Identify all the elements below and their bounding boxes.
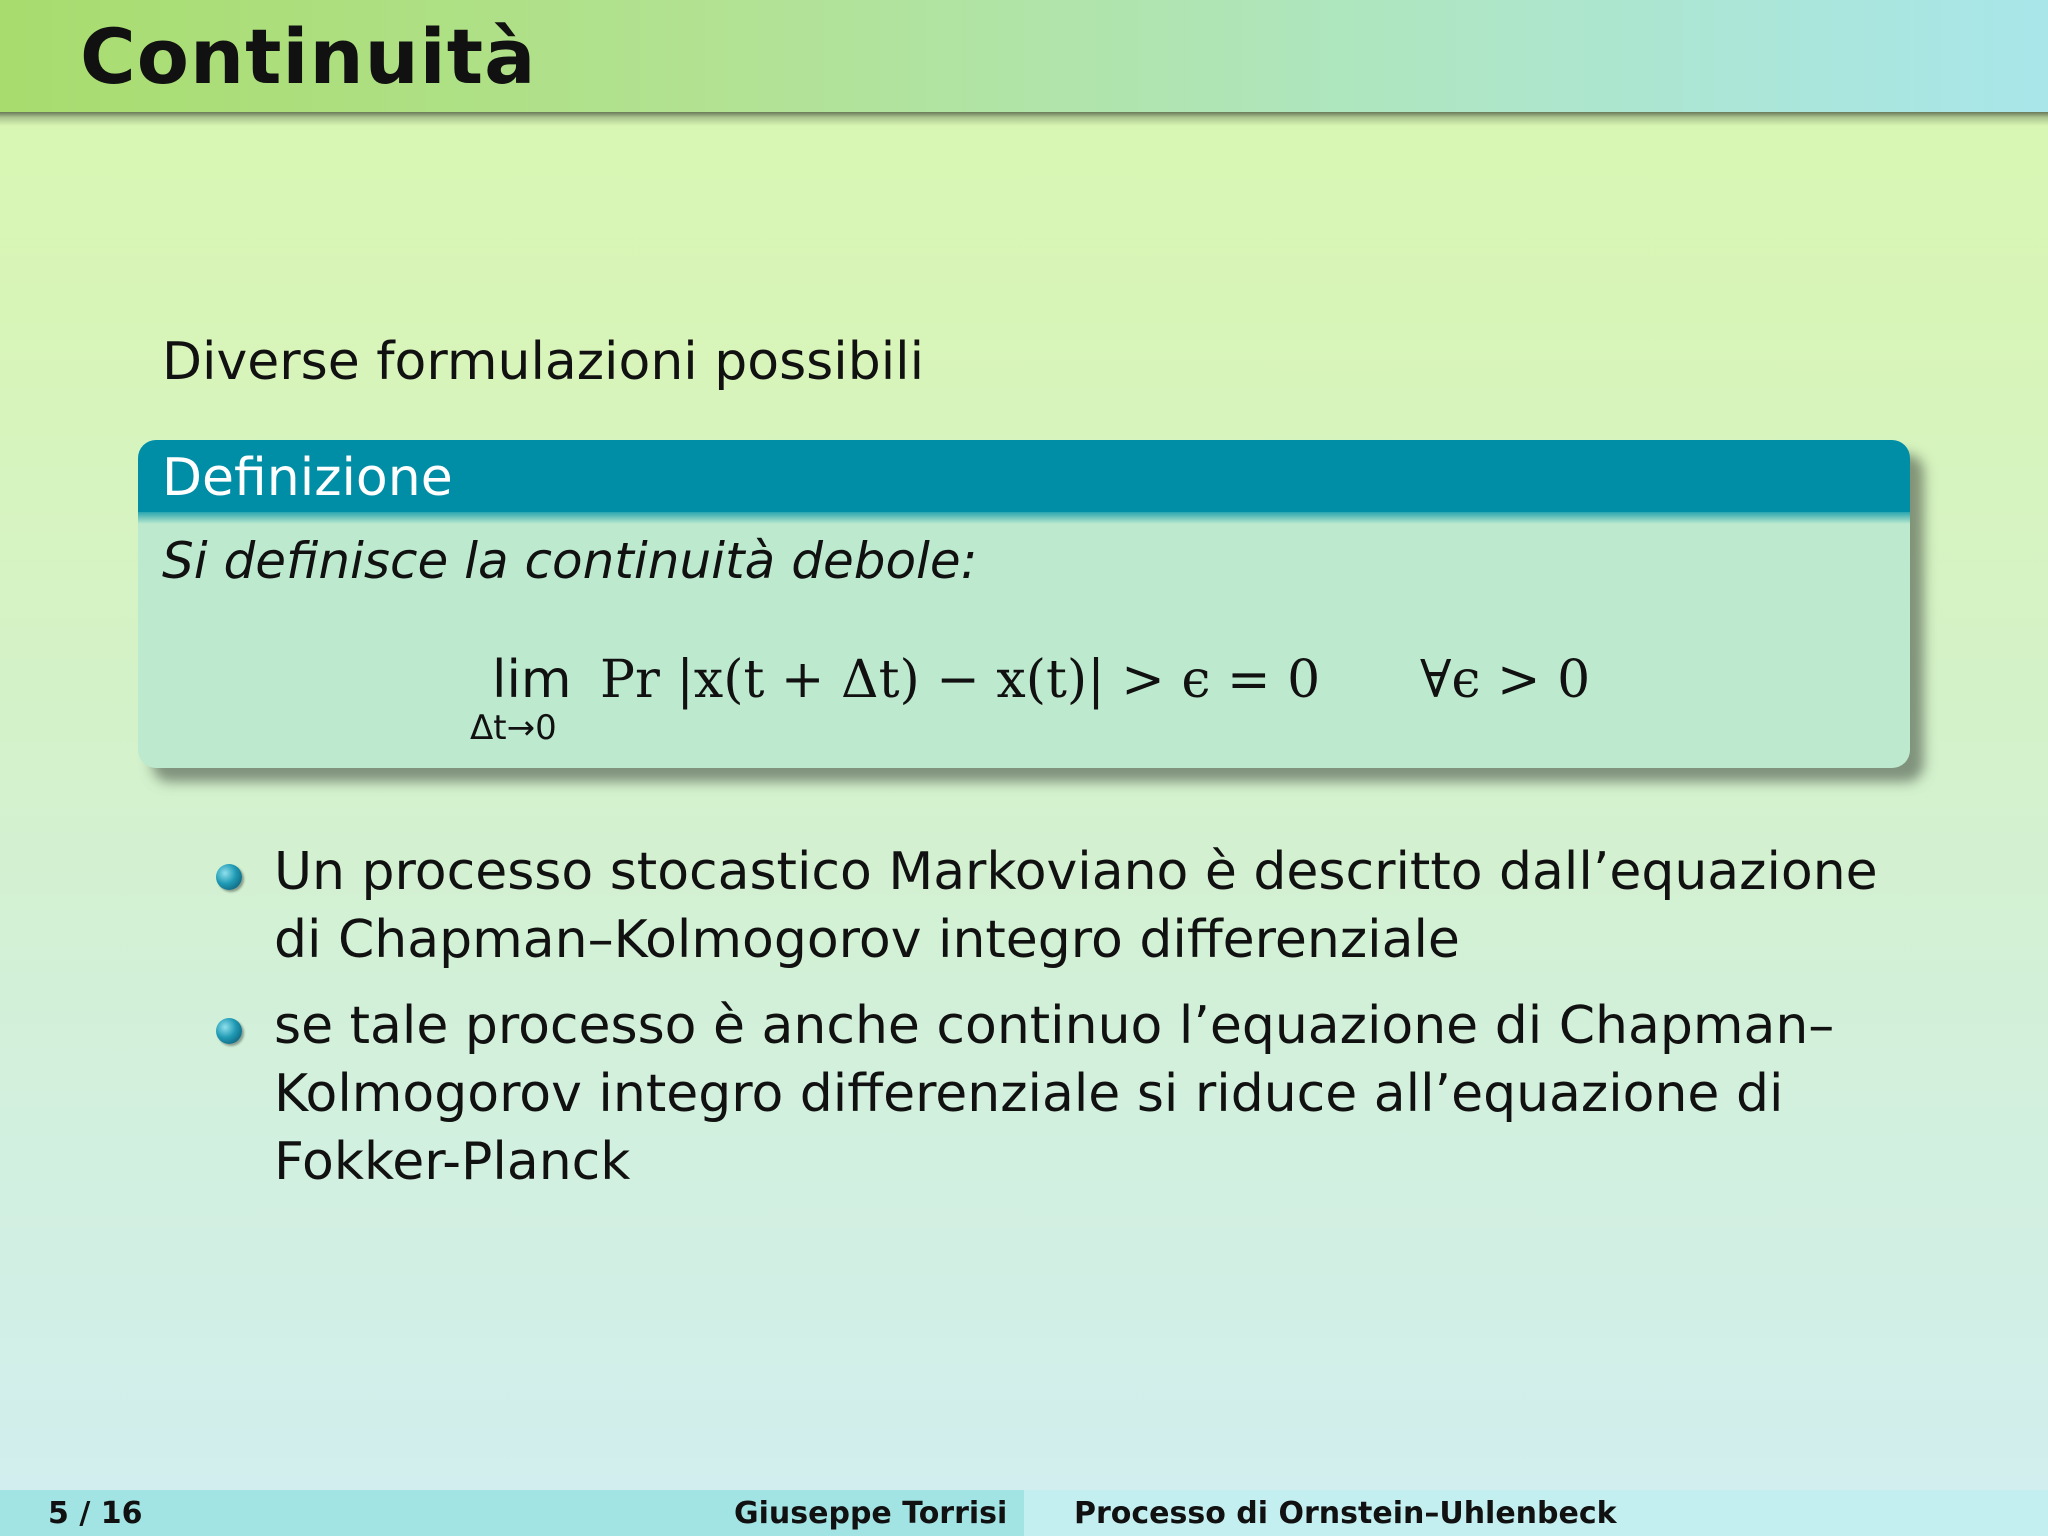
formula-quantifier: ∀ϵ > 0	[1420, 650, 1591, 710]
definition-block	[138, 440, 1910, 768]
header-shadow	[0, 112, 2048, 126]
bullet-icon	[216, 864, 242, 890]
list-item	[210, 992, 1910, 1196]
list-item-text: Un processo stocastico Markoviano è descritto dall’equazione di Chapman–Kolmogorov integro differenziale	[274, 842, 1878, 970]
page-number: 5 / 16	[48, 1496, 143, 1531]
formula-lim: lim	[492, 650, 572, 710]
bullet-icon	[216, 1018, 242, 1044]
definition-header-fade	[138, 512, 1910, 524]
list-item	[210, 838, 1910, 974]
slide-footer	[0, 1490, 2048, 1536]
footer-subject: Processo di Ornstein–Uhlenbeck	[1074, 1496, 1617, 1531]
formula-subscript: Δt→0	[470, 708, 557, 748]
list-item-text: se tale processo è anche continuo l’equazione di Chapman–Kolmogorov integro differenziale si riduce all’equazione di Fokker-Planck	[274, 996, 1835, 1192]
definition-title: Definizione	[162, 448, 453, 508]
footer-author: Giuseppe Torrisi	[734, 1496, 1008, 1531]
bullet-list	[210, 838, 1910, 1214]
formula-main: Pr |x(t + Δt) − x(t)| > ϵ = 0	[600, 650, 1321, 710]
slide-title: Continuità	[80, 12, 537, 101]
definition-text: Si definisce la continuità debole:	[162, 532, 978, 590]
intro-text: Diverse formulazioni possibili	[162, 332, 925, 392]
